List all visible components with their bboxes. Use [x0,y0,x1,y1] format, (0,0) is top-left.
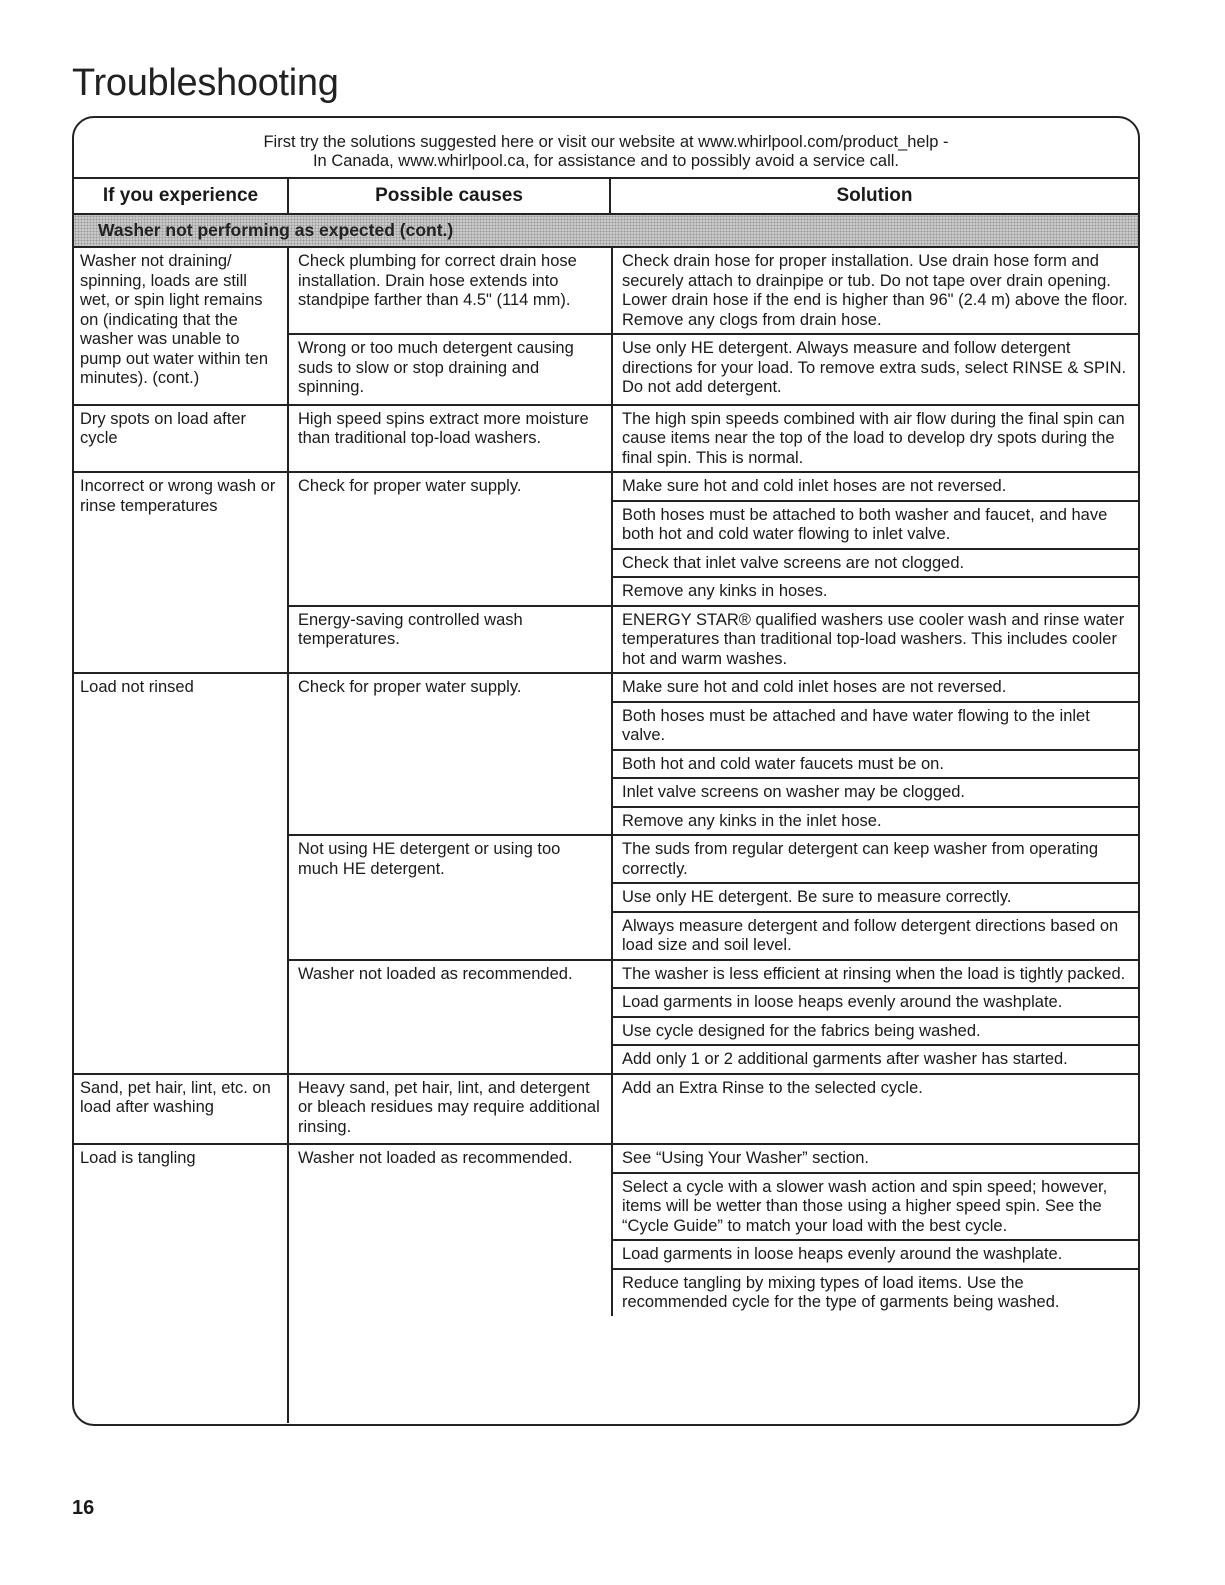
cause-block [289,1075,1138,1144]
table-header-row [74,177,1138,213]
cause-block [289,959,1138,1073]
solution-cell: Add only 1 or 2 additional garments after washer has started. [613,1044,1138,1073]
intro-line-1: First try the solutions suggested here or visit our website at www.whirlpool.com/product_help - [263,133,949,151]
solution-cell: Reduce tangling by mixing types of load items. Use the recommended cycle for the type of garments being washed. [613,1268,1138,1316]
cause-cell: Washer not loaded as recommended. [298,964,573,983]
cause-block [289,473,1138,605]
solutions-list [611,248,1138,333]
solutions-list [611,961,1138,1073]
table-row [74,674,1138,1075]
solution-cell: Select a cycle with a slower wash action and spin speed; however, items will be wetter than those using a higher speed spin. See the “Cycle Guide” to match your load with the best cycle. [613,1172,1138,1240]
solutions-list [611,473,1138,605]
header-causes: Possible causes [287,179,609,213]
cause-cell: Washer not loaded as recommended. [298,1149,573,1167]
cause-cell: Check for proper water supply. [298,477,522,495]
cause-block [289,1145,1138,1316]
solution-cell: Always measure detergent and follow detergent directions based on load size and soil level. [613,911,1138,959]
table-row [74,1075,1138,1146]
causes-group [287,1145,1138,1423]
solution-cell: ENERGY STAR® qualified washers use cooler wash and rinse water temperatures than traditional top-load washers. This includes cooler hot and warm washes. [622,610,1125,668]
cause-cell: Not using HE detergent or using too much HE detergent. [298,840,561,878]
solution-cell: The high spin speeds combined with air flow during the final spin can cause items near the top of the load to develop dry spots during the final spin. This is normal. [622,409,1125,467]
header-solution: Solution [609,179,1138,213]
solution-cell: Check that inlet valve screens are not clogged. [613,548,1138,577]
page-title: Troubleshooting [72,62,339,104]
solution-cell: Remove any kinks in hoses. [613,576,1138,605]
solution-cell: Both hoses must be attached and have water flowing to the inlet valve. [613,701,1138,749]
causes-group [287,674,1138,1073]
solution-cell: Add an Extra Rinse to the selected cycle. [622,1078,923,1097]
table-row [74,406,1138,474]
experience-cell: Incorrect or wrong wash or rinse temperatures [80,477,276,515]
section-heading: Washer not performing as expected (cont.) [74,213,1138,248]
solution-cell: Inlet valve screens on washer may be clogged. [613,777,1138,806]
cause-block [289,248,1138,333]
solution-cell: Load garments in loose heaps evenly around the washplate. [613,1239,1138,1268]
solution-cell: Both hot and cold water faucets must be on. [613,749,1138,778]
troubleshooting-table [72,116,1140,1426]
causes-group [287,406,1138,472]
solution-cell: Use cycle designed for the fabrics being washed. [613,1016,1138,1045]
table-row [74,1145,1138,1423]
solution-cell: Check drain hose for proper installation. Use drain hose form and securely attach to drainpipe or tub. Do not tape over drain opening. Lower drain hose if the end is higher than 96" (2.4 m) above the floor. Remove any clogs from drain hose. [622,252,1128,329]
intro-line-2: In Canada, www.whirlpool.ca, for assistance and to possibly avoid a service call. [312,152,900,170]
solution-cell: Use only HE detergent. Be sure to measure correctly. [613,882,1138,911]
solution-cell: The washer is less efficient at rinsing when the load is tightly packed. [622,964,1126,983]
solutions-list [611,674,1138,834]
solutions-list [611,607,1138,673]
header-experience: If you experience [102,185,259,206]
cause-block [289,834,1138,959]
experience-cell: Washer not draining/ spinning, loads are still wet, or spin light remains on (indicating that the washer was unable to pump out water within ten minutes). (cont.) [80,252,269,387]
solution-cell: The suds from regular detergent can keep washer from operating correctly. [622,840,1099,878]
cause-block [289,605,1138,673]
causes-group [287,1075,1138,1144]
solution-cell: Make sure hot and cold inlet hoses are not reversed. [622,678,1007,696]
solution-cell: Remove any kinks in the inlet hose. [613,806,1138,835]
cause-cell: Energy-saving controlled wash temperatures. [298,610,523,648]
cause-cell: High speed spins extract more moisture than traditional top-load washers. [298,409,589,447]
cause-block [289,406,1138,472]
cause-block [289,333,1138,404]
experience-cell: Load not rinsed [80,678,194,696]
solution-cell: Make sure hot and cold inlet hoses are not reversed. [622,477,1007,495]
solution-cell: Use only HE detergent. Always measure and follow detergent directions for your load. To remove extra suds, select RINSE & SPIN. Do not add detergent. [622,339,1127,396]
table-body [74,248,1138,1423]
cause-cell: Heavy sand, pet hair, lint, and detergent or bleach residues may require additional rinsing. [298,1078,600,1136]
solutions-list [611,406,1138,472]
experience-cell: Sand, pet hair, lint, etc. on load after washing [80,1078,271,1116]
cause-cell: Check plumbing for correct drain hose installation. Drain hose extends into standpipe farther than 4.5" (114 mm). [298,252,577,309]
cause-cell: Check for proper water supply. [298,678,522,696]
intro-text [74,118,1138,177]
solutions-list [611,1145,1138,1316]
solutions-list [611,335,1138,404]
solution-cell: See “Using Your Washer” section. [622,1149,870,1167]
causes-group [287,248,1138,404]
page-number: 16 [72,1497,95,1519]
table-row [74,248,1138,406]
causes-group [287,473,1138,672]
solution-cell: Both hoses must be attached to both washer and faucet, and have both hot and cold water flowing to inlet valve. [613,500,1138,548]
table-row [74,473,1138,674]
cause-block [289,674,1138,834]
cause-cell: Wrong or too much detergent causing suds to slow or stop draining and spinning. [298,339,574,396]
solutions-list [611,1075,1138,1144]
experience-cell: Load is tangling [80,1149,196,1167]
solution-cell: Load garments in loose heaps evenly around the washplate. [613,987,1138,1016]
experience-cell: Dry spots on load after cycle [80,409,246,447]
solutions-list [611,836,1138,959]
